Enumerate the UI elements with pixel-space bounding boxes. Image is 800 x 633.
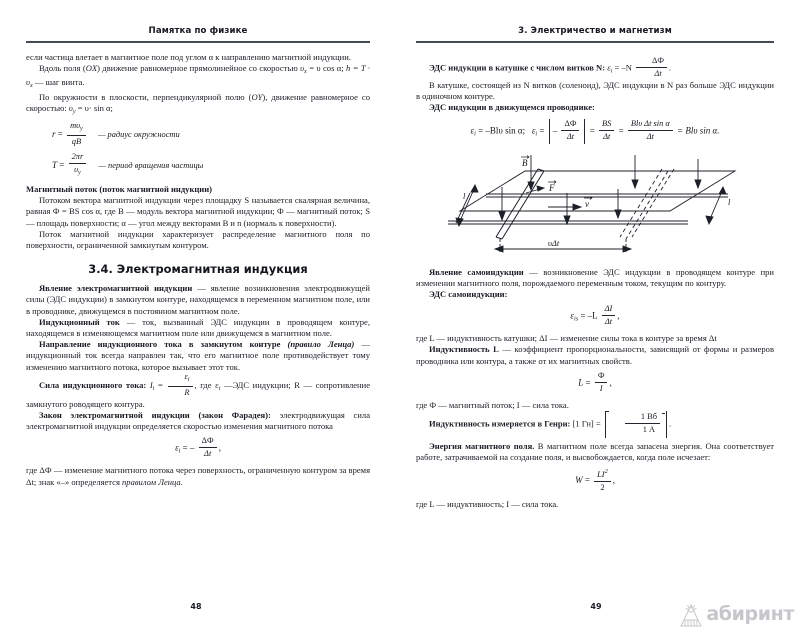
paragraph-current-magnitude: Сила индукционного тока: $I_i$ = $\frac{\varepsilon_i}{R}$ , где $\varepsilon_i$ —ЭДС индукции; R — сопротивление замкнутого роводящего контура. xyxy=(26,371,371,409)
paragraph-flux-distribution: Поток магнитной индукции характеризует распределение магнитного поля по поверхности, ограниченной замкнутым контуром. xyxy=(26,228,370,251)
fraction-faraday: $\frac{\Delta Ф}{\Delta t}$ xyxy=(199,436,217,459)
header-rule-right xyxy=(416,41,774,43)
paragraph-flux-definition: Потоком вектора магнитной индукции через площадку S называется скалярная величина, равная Ф = BS cos α, где B — модуль вектора магнитной индукции; Ф — магнитный поток; S — площадь поверхности; α — угол между векторами B и n (нормаль к поверхности). xyxy=(26,195,370,228)
length-marker-left xyxy=(456,185,478,226)
heading-magnetic-flux: Магнитный поток (поток магнитной индукции) xyxy=(26,184,212,195)
equation-magnetic-energy: W = $\frac{LI^2}{2}$ , xyxy=(575,468,615,493)
figure-moving-rod-diagram xyxy=(416,149,774,261)
term-moving-conductor: ЭДС индукции в движущемся проводнике: xyxy=(429,102,595,113)
running-head-left: Памятка по физике xyxy=(148,26,248,36)
paragraph-particle-entry: если частица влетает в магнитное поле под углом α к направлению магнитной индукции. xyxy=(26,52,351,62)
watermark-labirint xyxy=(679,602,794,627)
fraction-blvdt-dt: $\frac{\text{Blυ Δt sin α}}{\Delta t}$ xyxy=(628,119,673,142)
paragraph-induced-current: Индукционный ток — ток, вызванный ЭДС индукции в проводящем контуре, находящемся в изменяющемся магнитном поле или движущемся в магнитном поле. xyxy=(26,316,370,339)
paragraph-faraday-note: где ΔФ — изменение магнитного потока через поверхность, ограниченную контуром за время Δt; знак «–» определяется правилом Ленца. xyxy=(26,465,370,487)
pitch-formula: h = T · υ xyxy=(26,63,370,88)
fraction-bs-dt: $\frac{BS}{\Delta t}$ xyxy=(599,119,614,142)
label-displacement: υΔt xyxy=(548,237,560,248)
absolute-value-group: – $\frac{\Delta Ф}{\Delta t}$ xyxy=(549,119,586,144)
vx-symbol: υ xyxy=(300,63,305,74)
paragraph-magnetic-energy: Энергия магнитного поля. В магнитном поле всегда запасена энергия. Она соответствует работе, затрачиваемой на создание поля, и высвобождается, когда поле исчезает: xyxy=(416,441,775,463)
field-arrow xyxy=(528,155,534,190)
term-inductance: Индуктивность L xyxy=(429,344,499,355)
term-induced-current: Индукционный ток xyxy=(39,316,120,327)
field-arrow xyxy=(564,193,570,224)
paragraph-along-field: Вдоль поля (OX) движение равномерное прямолинейное со скоростью $\upsilon_x = \upsilon$ cos α; $h = T \cdot \upsilon_x$ — шаг винта. xyxy=(26,63,370,90)
label-v-vector: v xyxy=(585,198,589,209)
equation-period: T = $\frac{2\pi r}{\upsilon_y}$ — период вращения частицы xyxy=(52,152,204,177)
equation-inductance: L = $\frac{Ф}{I}$ , xyxy=(578,370,612,393)
term-self-induction: Явление самоиндукции xyxy=(429,266,524,277)
paragraph-inductance-note: где Ф — магнитный поток; I — сила тока. xyxy=(416,399,569,410)
force-arrow xyxy=(526,186,544,193)
paragraph-faraday-law: Закон электромагнитной индукции (закон Фарадея): электродвижущая сила электромагнитной индукции определяется скоростью изменения магнитного потока xyxy=(26,410,370,432)
statue-of-liberty-icon xyxy=(679,602,705,627)
paragraph-moving-conductor xyxy=(416,102,774,113)
bracket-henry: $\frac{1 Вб}{1 А}$ xyxy=(605,411,667,438)
paragraph-lenz-rule: Направление индукционного тока в замкнутом контуре (правило Ленца) — индукционный ток всегда направлен так, что его магнитное поле противодействует тому изменению магнитного потока, которое вызывает этот ток. xyxy=(26,339,370,372)
paragraph-self-note: где L — индуктивность катушки; ΔI — изменение силы тока в контуре за время Δt xyxy=(416,333,717,344)
label-F-vector: F xyxy=(549,182,555,193)
axis-ox-label: OX xyxy=(85,63,98,74)
fraction-radius: $\frac{m\upsilon_y}{qB}$ xyxy=(67,121,86,147)
page-right xyxy=(392,0,800,633)
page-left xyxy=(0,0,392,633)
label-l-left: l xyxy=(463,190,466,201)
term-current-magnitude: Сила индукционного тока: xyxy=(39,379,147,390)
fraction-energy: $\frac{LI^2}{2}$ xyxy=(594,467,611,493)
label-B-vector: B xyxy=(522,157,528,168)
fraction-self-induction: $\frac{\Delta I}{\Delta t}$ xyxy=(602,304,616,327)
paragraph-solenoid-note: В катушке, состоящей из N витков (соленоид), ЭДС индукции в N раз больше ЭДС индукции в одиночном контуре. xyxy=(416,80,774,102)
paragraph-circular-motion: По окружности в плоскости, перпендикулярной полю (OY), движение равномерное со скоростью: $\upsilon_y = \upsilon\cdot \sin \alpha$; xyxy=(26,91,370,115)
paragraph-emi-phenomenon: Явление электромагнитной индукции — явление возникновения электродвижущей силы (ЭДС индукции) в замкнутом контуре, находящемся в переменном магнитном поле, или в проводнике, движущемся в постоянном магнитном поле. xyxy=(26,283,370,316)
fraction-period: $\frac{2\pi r}{\upsilon_y}$ xyxy=(69,152,87,178)
equation-radius: r = $\frac{m\upsilon_y}{qB}$ — радиус окружности xyxy=(52,121,180,147)
label-l-right: l xyxy=(728,196,731,207)
text-henry: Индуктивность измеряется в Генри: xyxy=(429,418,571,429)
term-magnetic-energy: Энергия магнитного поля. xyxy=(429,441,535,452)
term-faraday-law: Закон электромагнитной индукции (закон Фарадея): xyxy=(39,410,271,421)
axis-oy-label: OY xyxy=(251,91,263,102)
paragraph-self-emf-heading xyxy=(416,289,774,300)
velocity-arrow xyxy=(548,204,581,210)
field-arrow xyxy=(632,155,638,188)
paragraph-self-induction: Явление самоиндукции — возникновение ЭДС индукции в проводящем контуре при изменении магнитного поля, порождаемого переменным током, текущим по контуру. xyxy=(416,266,774,288)
length-marker-right xyxy=(706,187,726,224)
fraction-inductance: $\frac{Ф}{I}$ xyxy=(595,371,608,394)
running-head-right: 3. Электричество и магнетизм xyxy=(518,26,672,36)
field-arrow xyxy=(695,159,701,188)
page-number-right: 49 xyxy=(590,602,602,611)
page-number-left: 48 xyxy=(190,602,202,611)
term-current-direction: Направление индукционного тока в замкнутом контуре xyxy=(39,339,281,350)
equation-moving-conductor: $\varepsilon_i = -Bl\upsilon$ sin α; $\varepsilon_i$ = – $\frac{\Delta Ф}{\Delta t}$ = $\frac{BS}{\Delta t}$ = $\frac{\text{Blυ Δt sin α}}{\Delta t}$ = Blυ sin α. xyxy=(416,119,774,144)
equation-faraday: $\varepsilon_i$ = – $\frac{\Delta Ф}{\Delta t}$ , xyxy=(175,436,221,459)
field-arrow xyxy=(615,189,621,218)
term-self-emf: ЭДС самоиндукции: xyxy=(429,289,508,300)
displacement-dimension xyxy=(495,239,631,253)
field-arrow xyxy=(499,187,505,220)
term-coil-emf: ЭДС индукции в катушке с числом витков N: xyxy=(429,62,606,73)
equation-self-induction: $\varepsilon_{is} = -L$ $\frac{\Delta I}{\Delta t}$ , xyxy=(570,304,620,327)
rod-rails-svg xyxy=(430,149,760,261)
term-emi: Явление электромагнитной индукции xyxy=(39,283,193,294)
paragraph-inductance: Индуктивность L — коэффициент пропорциональности, зависящий от формы и размеров проводника или контура, а также от их магнитных свойств. xyxy=(416,344,774,366)
fraction-induced-current: $\frac{\varepsilon_i}{R}$ xyxy=(168,372,192,398)
header-rule-left xyxy=(26,41,370,43)
term-lenz-rule: (правило Ленца) xyxy=(287,339,355,350)
paragraph-coil-emf: ЭДС индукции в катушке с числом витков N: $\varepsilon_i = -N$ $\frac{\Delta Ф}{\Delta t}$ . xyxy=(429,56,672,78)
paragraph-henry-unit: Индуктивность измеряется в Генри: [1 Гн] = $\frac{1 Вб}{1 А}$ . xyxy=(416,411,774,438)
section-heading-3-4: 3.4. Электромагнитная индукция xyxy=(88,262,308,277)
paragraph-energy-note: где L — индуктивность; I — сила тока. xyxy=(416,499,559,510)
fraction-coil-emf: $\frac{\Delta Ф}{\Delta t}$ xyxy=(636,56,667,79)
watermark-text: абиринт xyxy=(706,603,794,625)
vy-symbol: υ xyxy=(68,102,73,113)
